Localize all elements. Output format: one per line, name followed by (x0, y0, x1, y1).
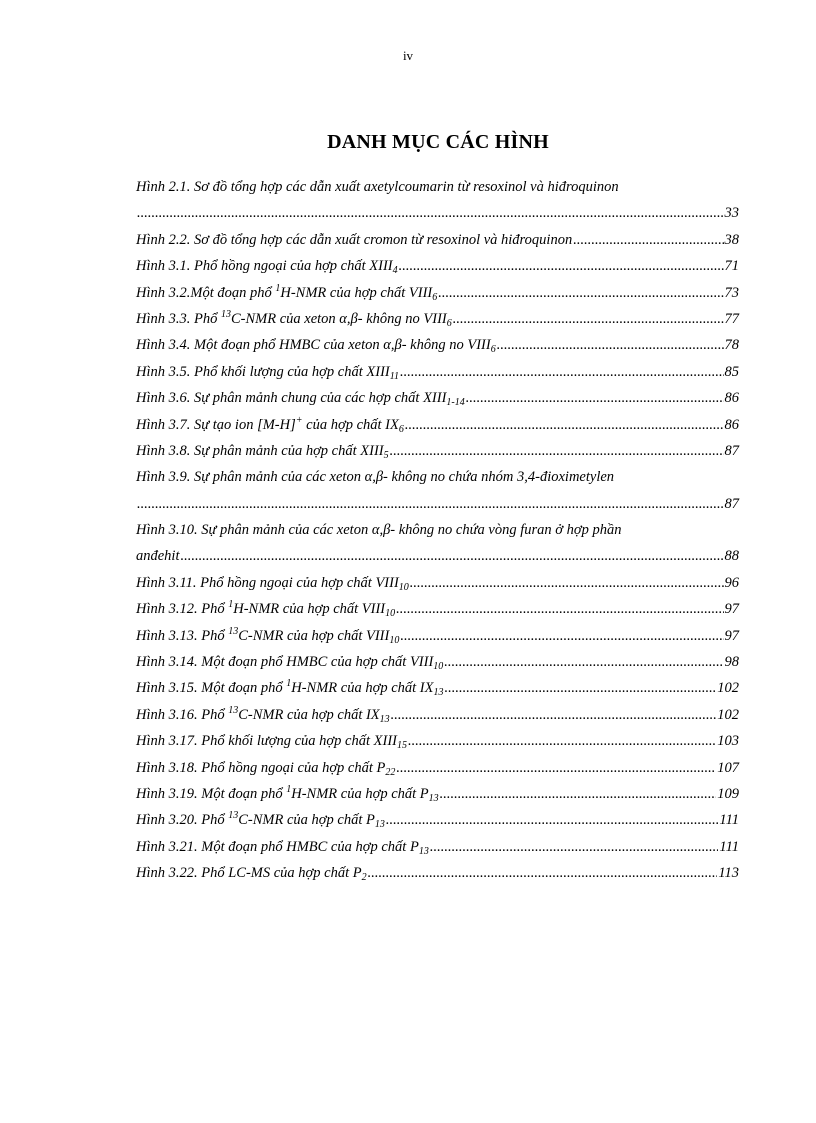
dot-leader (386, 811, 719, 829)
toc-entry[interactable] (136, 627, 739, 653)
toc-entry[interactable] (136, 310, 739, 336)
dot-leader (391, 706, 717, 724)
toc-entry-page: 97 (724, 627, 739, 644)
toc-entry[interactable] (136, 284, 739, 310)
dot-leader (466, 389, 724, 407)
toc-entry[interactable] (136, 811, 739, 837)
toc-entry[interactable] (136, 468, 739, 494)
dot-leader (137, 204, 724, 222)
toc-entry-label: Hình 3.21. Một đoạn phổ HMBC của hợp chất $P_{13}$ (136, 838, 429, 857)
toc-entry[interactable] (136, 336, 739, 362)
dot-leader (400, 627, 723, 645)
dot-leader (405, 416, 724, 434)
dot-leader (368, 864, 718, 882)
toc-entry-label: anđehit (136, 548, 180, 565)
toc-entry[interactable] (136, 442, 739, 468)
toc-entry-label: Hình 3.9. Sự phân mảnh của các xeton α,β- không no chứa nhóm 3,4-đioximetylen (136, 469, 615, 486)
toc-entry-page: 88 (724, 548, 739, 565)
toc-entry-label: Hình 3.2.Một đoạn phổ $^1$H-NMR của hợp chất $VIII_6$ (136, 282, 438, 303)
toc-entry-label: Hình 3.22. Phổ LC-MS của hợp chất $P_2$ (136, 865, 367, 884)
toc-entry[interactable] (136, 178, 739, 204)
dot-leader (181, 547, 724, 565)
toc-entry-page: 73 (724, 284, 739, 301)
dot-leader (440, 785, 717, 803)
dot-leader (453, 310, 724, 328)
toc-entry[interactable] (136, 574, 739, 600)
toc-entry-page: 87 (724, 495, 739, 512)
dot-leader (444, 653, 723, 671)
toc-entry[interactable] (136, 389, 739, 415)
toc-entry[interactable] (136, 706, 739, 732)
toc-entry-label: Hình 3.10. Sự phân mảnh của các xeton α,β- không no chứa vòng furan ở hợp phần (136, 522, 622, 539)
dot-leader (399, 257, 724, 275)
toc-entry-page: 102 (717, 680, 739, 697)
page-title: DANH MỤC CÁC HÌNH (327, 131, 549, 153)
toc-entry-page: 87 (724, 442, 739, 459)
toc-entry-label: Hình 3.11. Phổ hồng ngoại của hợp chất $VIII_{10}$ (136, 574, 409, 593)
toc-entry-label: Hình 3.13. Phổ $^{13}$C-NMR của hợp chất $VIII_{10}$ (136, 625, 400, 646)
toc-entry-label: Hình 3.16. Phổ $^{13}$C-NMR của hợp chất $IX_{13}$ (136, 704, 390, 725)
toc-entry-page: 33 (724, 205, 739, 222)
toc-entry-label: Hình 3.6. Sự phân mảnh chung của các hợp chất $XIII_{1-14}$ (136, 390, 465, 409)
toc-entry[interactable] (136, 864, 739, 890)
toc-entry[interactable] (136, 600, 739, 626)
toc-entry-label: Hình 3.3. Phổ $^{13}$C-NMR của xeton α,β- không no $VIII_6$ (136, 308, 452, 329)
toc-entry-page: 96 (724, 574, 739, 591)
toc-entry[interactable] (136, 679, 739, 705)
toc-entry[interactable] (136, 521, 739, 547)
toc-entry-page: 113 (718, 865, 739, 882)
toc-entry-label: Hình 3.20. Phổ $^{13}$C-NMR của hợp chất $P_{13}$ (136, 810, 385, 831)
toc-entry-page: 98 (724, 654, 739, 671)
toc-entry[interactable] (136, 363, 739, 389)
toc-entry-page: 103 (717, 733, 739, 750)
toc-entry[interactable] (136, 759, 739, 785)
dot-leader (430, 838, 719, 856)
toc-entry-page: 85 (724, 363, 739, 380)
dot-leader (573, 231, 723, 249)
toc-entry-page: 38 (724, 231, 739, 248)
toc-entry-label: Hình 3.18. Phổ hồng ngoại của hợp chất $P_{22}$ (136, 759, 396, 778)
toc-entry-page: 78 (724, 337, 739, 354)
toc-entry-label: Hình 3.15. Một đoạn phổ $^1$H-NMR của hợp chất $IX_{13}$ (136, 678, 444, 699)
toc-entry-page: 71 (724, 258, 739, 275)
toc-entry-page: 111 (719, 812, 739, 829)
toc-entry-page: 107 (717, 759, 739, 776)
toc-entry[interactable] (136, 416, 739, 442)
toc-entry-page: 77 (724, 310, 739, 327)
toc-entry-page: 111 (719, 838, 739, 855)
toc-entry-label: Hình 3.4. Một đoạn phổ HMBC của xeton α,β- không no $VIII_6$ (136, 337, 496, 356)
toc-entry[interactable] (136, 547, 739, 573)
toc-entry[interactable] (136, 785, 739, 811)
dot-leader (497, 336, 724, 354)
toc-entry-label: Hình 3.8. Sự phân mảnh của hợp chất $XIII_5$ (136, 442, 389, 461)
toc-entry-page: 97 (724, 601, 739, 618)
toc-entry-label: Hình 3.14. Một đoạn phổ HMBC của hợp chất $VIII_{10}$ (136, 654, 444, 673)
toc-entry-label: Hình 3.19. Một đoạn phổ $^1$H-NMR của hợp chất $P_{13}$ (136, 783, 439, 804)
toc-entry-label: Hình 3.1. Phổ hồng ngoại của hợp chất $XIII_4$ (136, 258, 398, 277)
page-number: iv (402, 48, 414, 63)
dot-leader (390, 442, 724, 460)
figure-list (136, 178, 739, 891)
toc-entry-page: 86 (724, 416, 739, 433)
toc-entry-label: Hình 3.12. Phổ $^1$H-NMR của hợp chất $VIII_{10}$ (136, 599, 396, 620)
dot-leader (410, 574, 724, 592)
toc-entry-label: Hình 3.17. Phổ khối lượng của hợp chất $XIII_{15}$ (136, 733, 407, 752)
toc-entry[interactable] (136, 204, 739, 230)
toc-entry[interactable] (136, 257, 739, 283)
dot-leader (137, 495, 724, 513)
toc-entry[interactable] (136, 838, 739, 864)
toc-entry[interactable] (136, 732, 739, 758)
dot-leader (400, 363, 724, 381)
toc-entry-page: 102 (717, 706, 739, 723)
toc-entry[interactable] (136, 231, 739, 257)
dot-leader (396, 600, 723, 618)
toc-entry-page: 86 (724, 390, 739, 407)
toc-entry-label: Hình 3.5. Phổ khối lượng của hợp chất $XIII_{11}$ (136, 363, 399, 382)
toc-entry-label: Hình 2.1. Sơ đồ tổng hợp các dẫn xuất axetylcoumarin từ resoxinol và hiđroquinon (136, 179, 619, 195)
toc-entry-label: Hình 2.2. Sơ đồ tổng hợp các dẫn xuất cromon từ resoxinol và hiđroquinon (136, 231, 573, 248)
toc-entry[interactable] (136, 653, 739, 679)
toc-entry-label: Hình 3.7. Sự tạo ion [M-H]+ của hợp chất $IX_6$ (136, 414, 404, 435)
dot-leader (408, 732, 716, 750)
toc-entry-page: 109 (717, 785, 739, 802)
dot-leader (438, 284, 723, 302)
dot-leader (444, 679, 716, 697)
toc-entry[interactable] (136, 495, 739, 521)
dot-leader (396, 759, 716, 777)
